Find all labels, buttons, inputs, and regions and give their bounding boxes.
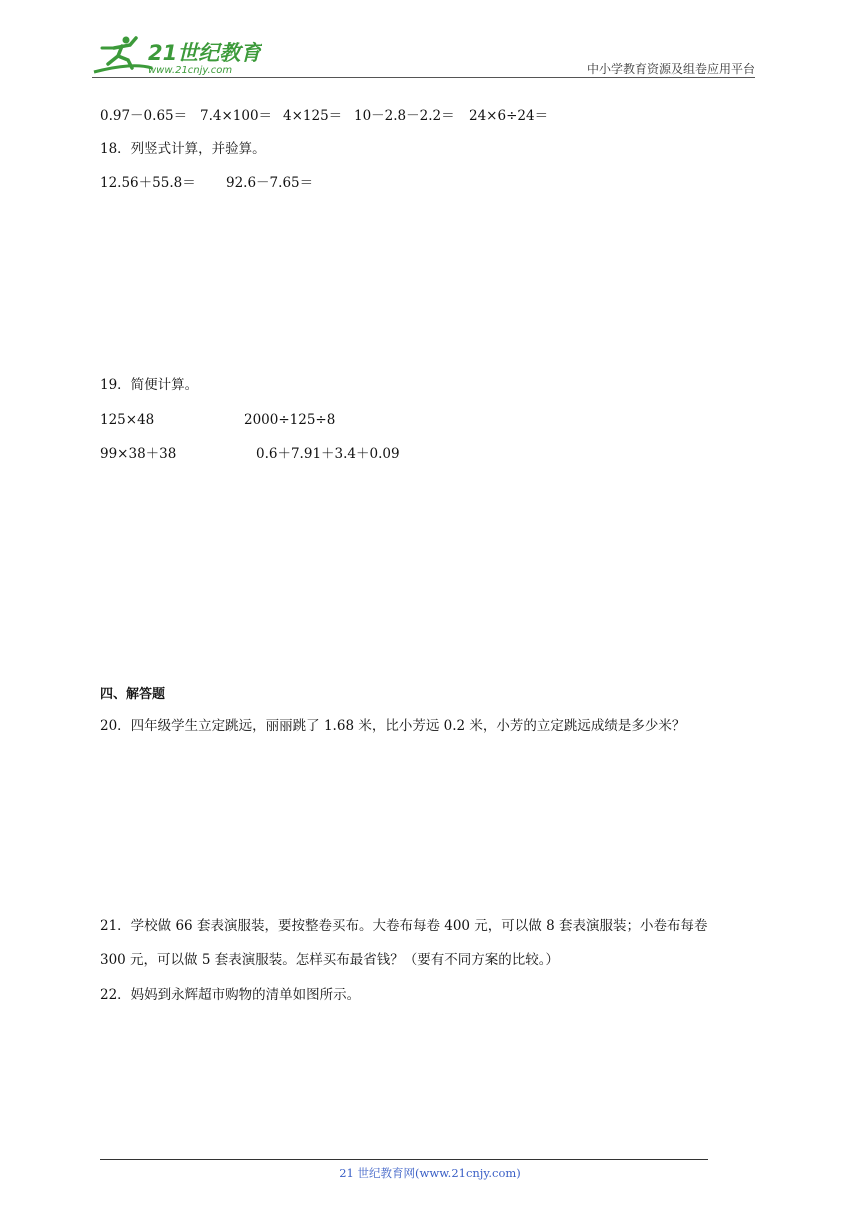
q19-item-3: 99×38＋38 bbox=[100, 446, 177, 462]
footer-link[interactable]: 21 世纪教育网(www.21cnjy.com) bbox=[339, 1166, 521, 1180]
section-heading: 四、解答题 bbox=[100, 687, 166, 702]
q20-text: 20．四年级学生立定跳远，丽丽跳了 1.68 米，比小芳远 0.2 米，小芳的立定跳远成绩是多少米？ bbox=[100, 718, 686, 734]
q19-item-1: 125×48 bbox=[100, 412, 155, 428]
q18-title: 18．列竖式计算，并验算。 bbox=[100, 141, 266, 157]
svg-text:www.21cnjy.com: www.21cnjy.com bbox=[148, 65, 233, 76]
q17-item-3: 4×125＝ bbox=[283, 108, 343, 124]
q19-item-4: 0.6＋7.91＋3.4＋0.09 bbox=[256, 446, 400, 462]
svg-text:21世纪教育: 21世纪教育 bbox=[148, 41, 262, 65]
q17-item-1: 0.97－0.65＝ bbox=[100, 108, 188, 124]
q19-title: 19．简便计算。 bbox=[100, 377, 199, 393]
footer-divider bbox=[100, 1159, 708, 1160]
q17-item-5: 24×6÷24＝ bbox=[469, 108, 549, 124]
q18-item-1: 12.56＋55.8＝ bbox=[100, 175, 196, 191]
q19-item-2: 2000÷125÷8 bbox=[244, 412, 336, 428]
header-platform-text: 中小学教育资源及组卷应用平台 bbox=[586, 62, 755, 76]
q17-item-2: 7.4×100＝ bbox=[200, 108, 273, 124]
q21-line-1: 21．学校做 66 套表演服装，要按整卷买布。大卷布每卷 400 元，可以做 8 套表演服装；小卷布每卷 bbox=[100, 918, 708, 934]
runner-logo-icon bbox=[92, 34, 262, 78]
header-divider bbox=[92, 77, 755, 78]
q21-line-2: 300 元，可以做 5 套表演服装。怎样买布最省钱？（要有不同方案的比较。） bbox=[100, 952, 559, 968]
site-logo bbox=[92, 34, 262, 78]
q22-text: 22．妈妈到永辉超市购物的清单如图所示。 bbox=[100, 987, 361, 1003]
q18-item-2: 92.6－7.65＝ bbox=[226, 175, 314, 191]
q17-item-4: 10－2.8－2.2＝ bbox=[354, 108, 455, 124]
